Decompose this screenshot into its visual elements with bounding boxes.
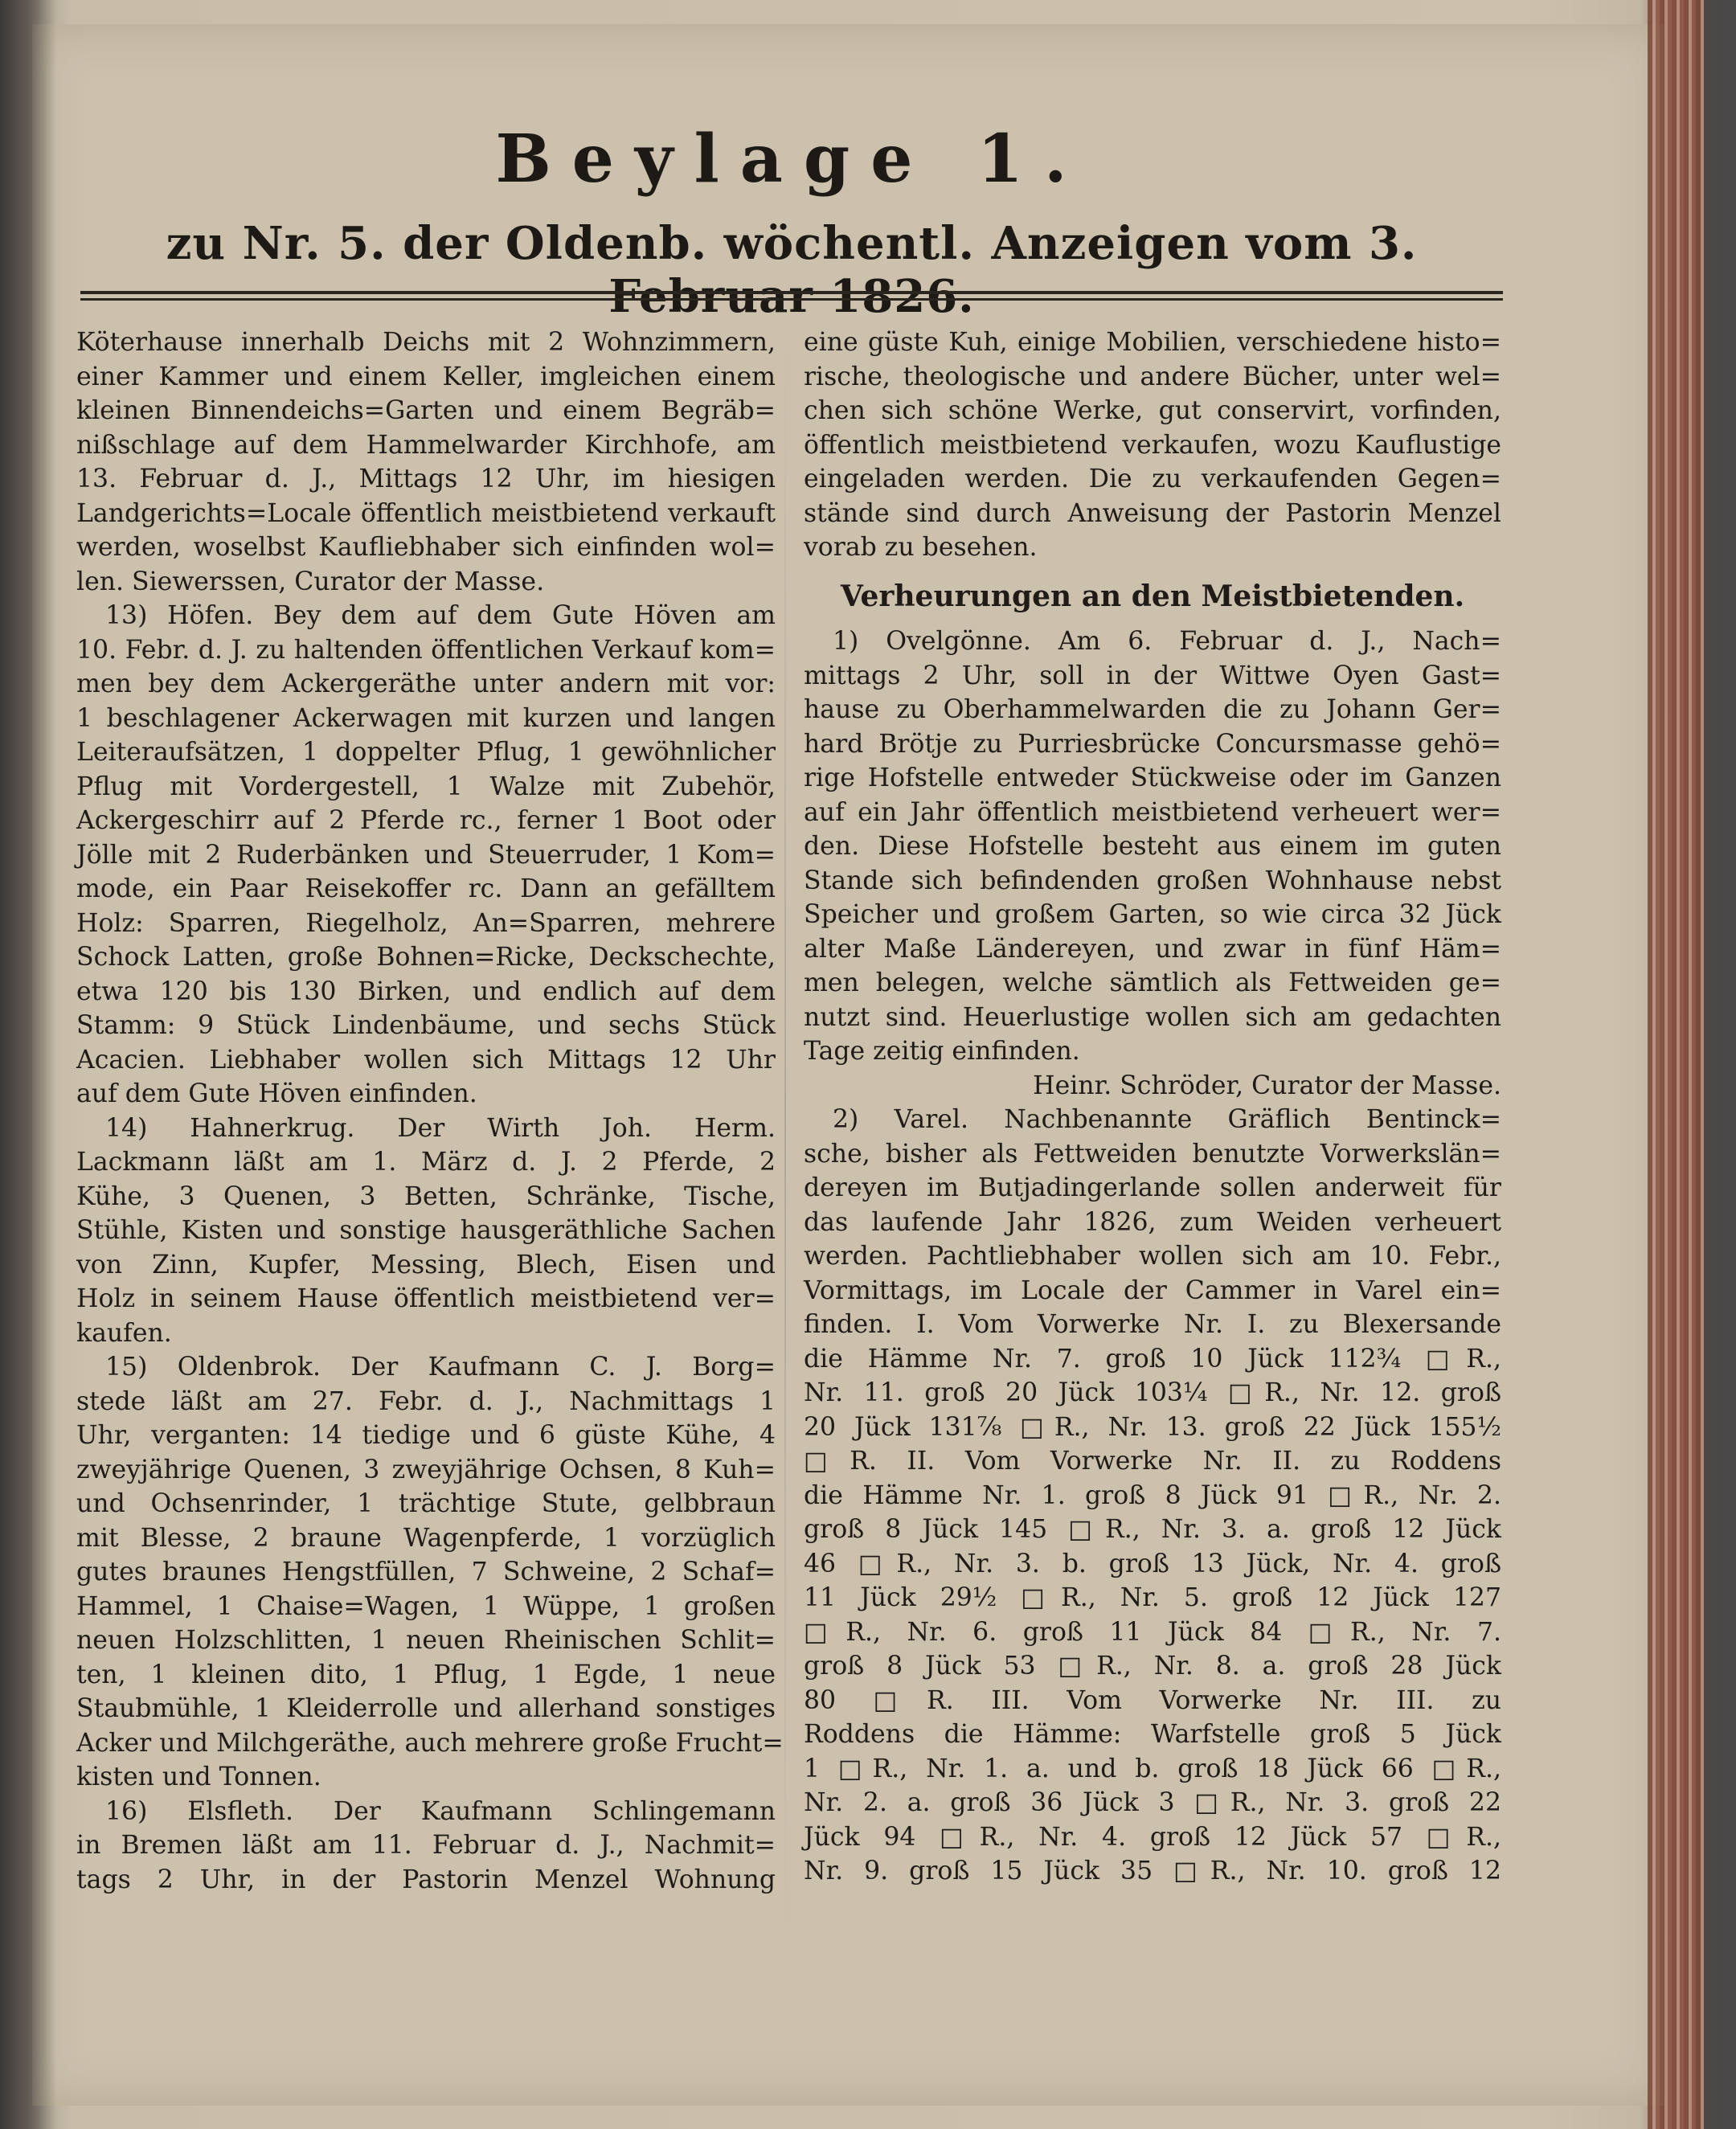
text-line: Stamm: 9 Stück Lindenbäume, und sechs Stück (76, 1011, 776, 1040)
column-gutter (784, 338, 786, 1937)
text-line: in Bremen läßt am 11. Februar d. J., Nachmit= (76, 1831, 776, 1860)
text-line: 14) Hahnerkrug. Der Wirth Joh. Herm. (105, 1113, 776, 1143)
text-line: Ackergeschirr auf 2 Pferde rc., ferner 1 Boot oder (76, 806, 776, 835)
text-line: kleinen Binnendeichs=Garten und einem Begräb= (76, 396, 776, 425)
text-line: eingeladen werden. Die zu verkaufenden Gegen= (804, 465, 1501, 493)
text-line: die Hämme Nr. 1. groß 8 Jück 91 □R., Nr. 2. (804, 1480, 1501, 1510)
page-title: Beylage 1. (495, 121, 1088, 198)
text-line: Heinr. Schröder, Curator der Masse. (1033, 1071, 1501, 1100)
text-line: Nr. 2. a. groß 36 Jück 3 □R., Nr. 3. groß 22 (804, 1788, 1501, 1817)
text-line: Holz in seinem Hause öffentlich meistbietend ver= (76, 1284, 776, 1313)
text-line: 15) Oldenbrok. Der Kaufmann C. J. Borg= (105, 1353, 776, 1382)
right-column-bottom-text (804, 624, 1501, 1889)
text-line: die Hämme Nr. 7. groß 10 Jück 112¾ □R., (804, 1344, 1501, 1374)
book-spine-shadow (0, 0, 56, 2129)
text-line: Vormittags, im Locale der Cammer in Varel ein= (804, 1275, 1501, 1305)
text-line: finden. I. Vom Vorwerke Nr. I. zu Blexersande (804, 1310, 1501, 1339)
text-line: □R. II. Vom Vorwerke Nr. II. zu Roddens (804, 1447, 1501, 1476)
text-line: len. Siewerssen, Curator der Masse. (76, 567, 545, 596)
text-line: groß 8 Jück 145 □R., Nr. 3. a. groß 12 Jück (804, 1515, 1501, 1544)
text-line: nißschlage auf dem Hammelwarder Kirchhofe, am (76, 430, 776, 460)
text-line: nutzt sind. Heuerlustige wollen sich am gedachten (804, 1002, 1501, 1032)
text-line: Hammel, 1 Chaise=Wagen, 1 Wüppe, 1 großen (76, 1591, 776, 1621)
text-line: sche, bisher als Fettweiden benutzte Vorwerkslän= (804, 1139, 1501, 1169)
text-line: mittags 2 Uhr, soll in der Wittwe Oyen Gast= (804, 661, 1501, 690)
text-line: 13. Februar d. J., Mittags 12 Uhr, im hiesigen (76, 465, 776, 493)
text-line: hause zu Oberhammelwarden die zu Johann Ger= (804, 695, 1501, 724)
text-line: 10. Febr. d. J. zu haltenden öffentlichen Verkauf kom= (76, 635, 776, 665)
text-line: stede läßt am 27. Febr. d. J., Nachmittags 1 (76, 1386, 776, 1416)
text-line: 1 □R., Nr. 1. a. und b. groß 18 Jück 66 □R., (804, 1754, 1501, 1783)
text-line: auf dem Gute Höven einfinden. (76, 1079, 477, 1108)
text-line: von Zinn, Kupfer, Messing, Blech, Eisen und (76, 1250, 776, 1279)
text-line: Stühle, Kisten und sonstige hausgeräthliche Sachen (76, 1216, 776, 1245)
text-line: mit Blesse, 2 braune Wagenpferde, 1 vorzüglich (76, 1523, 776, 1553)
text-line: 1) Ovelgönne. Am 6. Februar d. J., Nach= (833, 627, 1501, 656)
text-line: neuen Holzschlitten, 1 neuen Rheinischen Schlit= (76, 1626, 776, 1655)
text-line: Nr. 9. groß 15 Jück 35 □R., Nr. 10. groß 12 (804, 1857, 1501, 1885)
text-line: mode, ein Paar Reisekoffer rc. Dann an gefälltem (76, 874, 776, 903)
text-line: Holz: Sparren, Riegelholz, An=Sparren, mehrere (76, 908, 776, 938)
text-line: 46 □R., Nr. 3. b. groß 13 Jück, Nr. 4. groß (804, 1549, 1501, 1578)
text-line: werden. Pachtliebhaber wollen sich am 10. Febr., (804, 1242, 1501, 1271)
section-heading: Verheurungen an den Meistbietenden. (840, 579, 1465, 613)
text-line: das laufende Jahr 1826, zum Weiden verheuert (804, 1207, 1501, 1237)
text-line: Staubmühle, 1 Kleiderrolle und allerhand sonstiges (76, 1694, 776, 1723)
text-line: Acacien. Liebhaber wollen sich Mittags 12 Uhr (76, 1045, 776, 1075)
text-line: □R., Nr. 6. groß 11 Jück 84 □R., Nr. 7. (804, 1617, 1501, 1647)
text-line: Speicher und großem Garten, so wie circa 32 Jück (804, 900, 1501, 929)
text-line: Jölle mit 2 Ruderbänken und Steuerruder, 1 Kom= (76, 840, 776, 870)
text-line: gutes braunes Hengstfüllen, 7 Schweine, 2 Schaf= (76, 1558, 776, 1587)
text-line: einer Kammer und einem Keller, imgleichen einem (76, 362, 776, 391)
text-line: 16) Elsfleth. Der Kaufmann Schlingemann (105, 1796, 776, 1826)
text-line: Acker und Milchgeräthe, auch mehrere große Frucht= (76, 1728, 784, 1758)
text-line: werden, woselbst Kaufliebhaber sich einfinden wol= (76, 533, 776, 562)
text-line: Tage zeitig einfinden. (804, 1037, 1080, 1066)
text-line: 1 beschlagener Ackerwagen mit kurzen und langen (76, 703, 776, 733)
text-line: Köterhause innerhalb Deichs mit 2 Wohnzimmern, (76, 328, 776, 357)
text-line: eine güste Kuh, einige Mobilien, verschiedene histo= (804, 328, 1501, 357)
left-column (76, 325, 784, 1897)
text-line: dereyen im Butjadingerlande sollen anderweit für (804, 1173, 1501, 1202)
text-line: men belegen, welche sämtlich als Fettweiden ge= (804, 968, 1501, 997)
text-line: 11 Jück 29½ □R., Nr. 5. groß 12 Jück 127 (804, 1583, 1501, 1612)
text-line: öffentlich meistbietend verkaufen, wozu Kauflustige (804, 430, 1501, 460)
text-line: men bey dem Ackergeräthe unter andern mit vor: (76, 669, 776, 698)
text-line: Schock Latten, große Bohnen=Ricke, Deckschechte, (76, 943, 776, 972)
text-line: rige Hofstelle entweder Stückweise oder im Ganzen (804, 764, 1501, 792)
text-line: chen sich schöne Werke, gut conservirt, vorfinden, (804, 396, 1501, 425)
text-line: groß 8 Jück 53 □R., Nr. 8. a. groß 28 Jück (804, 1652, 1501, 1681)
text-line: stände sind durch Anweisung der Pastorin Menzel (804, 498, 1501, 528)
right-column (804, 325, 1501, 1889)
text-line: den. Diese Hofstelle besteht aus einem im guten (804, 832, 1501, 861)
text-line: 20 Jück 131⅞ □R., Nr. 13. groß 22 Jück 155½ (804, 1412, 1501, 1442)
page-subtitle: zu Nr. 5. der Oldenb. wöchentl. Anzeigen vom 3. Februar 1826. (166, 217, 1418, 323)
right-column-top-text (804, 325, 1501, 565)
text-line: etwa 120 bis 130 Birken, und endlich auf dem (76, 976, 776, 1006)
page-edges (1648, 0, 1704, 2129)
text-line: 80 □R. III. Vom Vorwerke Nr. III. zu (804, 1685, 1501, 1715)
text-line: vorab zu besehen. (804, 533, 1038, 562)
text-line: kisten und Tonnen. (76, 1763, 321, 1791)
text-line: 2) Varel. Nachbenannte Gräflich Bentinck= (833, 1105, 1501, 1134)
text-line: auf ein Jahr öffentlich meistbietend verheuert wer= (804, 797, 1501, 827)
text-line: Roddens die Hämme: Warfstelle groß 5 Jück (804, 1720, 1501, 1749)
text-line: und Ochsenrinder, 1 trächtige Stute, gelbbraun (76, 1489, 776, 1518)
text-line: Leiteraufsätzen, 1 doppelter Pflug, 1 gewöhnlicher (76, 738, 776, 767)
text-line: Stande sich befindenden großen Wohnhause nebst (804, 866, 1501, 895)
text-line: Nr. 11. groß 20 Jück 103¼ □R., Nr. 12. groß (804, 1378, 1501, 1407)
text-line: Kühe, 3 Quenen, 3 Betten, Schränke, Tische, (76, 1181, 776, 1211)
text-line: Landgerichts=Locale öffentlich meistbietend verkauft (76, 498, 776, 528)
text-line: kaufen. (76, 1318, 172, 1348)
text-line: Lackmann läßt am 1. März d. J. 2 Pferde, 2 (76, 1148, 776, 1177)
text-line: hard Brötje zu Purriesbrücke Concursmasse gehö= (804, 729, 1501, 759)
text-line: alter Maße Ländereyen, und zwar in fünf Häm= (804, 934, 1501, 964)
text-line: tags 2 Uhr, in der Pastorin Menzel Wohnung (76, 1865, 776, 1894)
text-line: Pflug mit Vordergestell, 1 Walze mit Zubehör, (76, 772, 776, 801)
text-line: Uhr, verganten: 14 tiedige und 6 güste Kühe, 4 (76, 1421, 776, 1450)
text-line: zweyjährige Quenen, 3 zweyjährige Ochsen, 8 Kuh= (76, 1455, 776, 1484)
text-line: Jück 94 □R., Nr. 4. groß 12 Jück 57 □R., (804, 1822, 1501, 1852)
text-line: rische, theologische und andere Bücher, unter wel= (804, 362, 1501, 391)
header-rule (80, 291, 1503, 301)
text-line: ten, 1 kleinen dito, 1 Pflug, 1 Egde, 1 neue (76, 1660, 776, 1689)
text-line: 13) Höfen. Bey dem auf dem Gute Höven am (105, 601, 776, 630)
